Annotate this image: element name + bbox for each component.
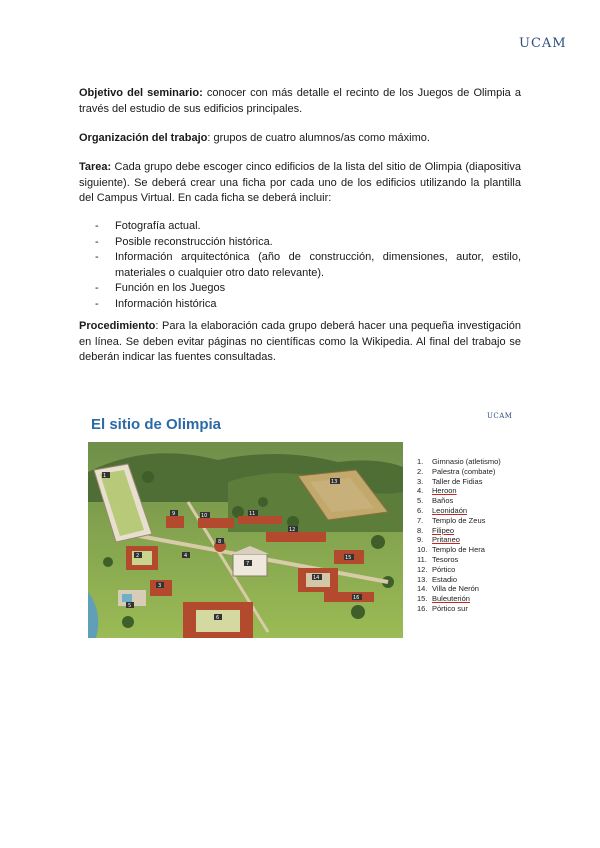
ucam-logo: UCAM xyxy=(519,36,567,51)
organizacion-label: Organización del trabajo xyxy=(79,132,208,144)
procedimiento-text: : Para la elaboración cada grupo deberá hacer una pequeña investigación en línea. Se deben evitar páginas no científicas como la Wikipedia. Al final del trabajo se deberán indicar las fuentes consultadas. xyxy=(79,320,521,363)
map-label-9: 9 xyxy=(172,511,176,517)
organizacion-paragraph xyxy=(79,131,521,147)
legend-item: 14. Villa de Nerón xyxy=(417,584,479,594)
slide-olimpia xyxy=(80,400,520,648)
map-label-7: 7 xyxy=(246,561,250,567)
map-label-11: 11 xyxy=(249,511,256,517)
map-label-2: 2 xyxy=(136,553,140,559)
legend-item: 11. Tesoros xyxy=(417,554,459,564)
legend-item: 7. Templo de Zeus xyxy=(417,515,486,525)
olimpia-site-illustration xyxy=(88,442,403,638)
map-label-3: 3 xyxy=(158,583,162,589)
map-label-8: 8 xyxy=(218,539,222,545)
list-item: - Posible reconstrucción histórica. xyxy=(95,235,521,251)
map-label-16: 16 xyxy=(353,595,360,601)
legend-item: 12. Pórtico xyxy=(417,564,456,574)
map-label-6: 6 xyxy=(216,615,220,621)
objetivo-label: Objetivo del seminario: xyxy=(79,87,203,99)
procedimiento-paragraph xyxy=(79,319,521,366)
map-label-4: 4 xyxy=(184,553,188,559)
tarea-list xyxy=(95,219,521,312)
tarea-label: Tarea: xyxy=(79,161,112,173)
slide-title: El sitio de Olimpia xyxy=(91,416,222,433)
organizacion-text: : grupos de cuatro alumnos/as como máximo. xyxy=(207,132,430,144)
legend-item: 13. Estadio xyxy=(417,574,458,584)
legend-item: 8. Filipeo xyxy=(417,525,455,535)
list-item: - Función en los Juegos xyxy=(95,281,521,297)
map-label-15: 15 xyxy=(345,555,352,561)
map-label-10: 10 xyxy=(201,513,208,519)
slide-logo: UCAM xyxy=(487,412,513,420)
map-label-1: 1 xyxy=(103,473,107,479)
legend-item: 6. Leonidaón xyxy=(417,505,468,515)
map-label-14: 14 xyxy=(313,575,320,581)
list-item: - Información arquitectónica (año de construcción, dimensiones, autor, estilo, materiales o cualquier otro dato relevante). xyxy=(95,250,521,281)
legend-item: 4. Heroon xyxy=(417,486,457,496)
map-label-13: 13 xyxy=(331,479,338,485)
objetivo-paragraph xyxy=(79,86,521,117)
tarea-text: Cada grupo debe escoger cinco edificios de la lista del sitio de Olimpia (diapositiva siguiente). Se deberá crear una ficha por cada uno de los edificios utilizando la plantilla del Campus Virtual. En cada ficha se deberá incluir: xyxy=(79,161,521,204)
procedimiento-label: Procedimiento xyxy=(79,320,156,332)
map-label-5: 5 xyxy=(128,603,132,609)
legend-item: 3. Taller de Fidias xyxy=(417,476,483,486)
legend-item: 16. Pórtico sur xyxy=(417,603,468,613)
legend-item: 5. Baños xyxy=(417,496,454,506)
legend-list xyxy=(417,457,501,614)
list-item: - Fotografía actual. xyxy=(95,219,521,235)
legend-item: 1. Gimnasio (atletismo) xyxy=(417,457,501,466)
legend-item: 15. Buleuterión xyxy=(417,594,470,604)
list-item: - Información histórica xyxy=(95,297,521,313)
map-label-12: 12 xyxy=(289,527,296,533)
legend-item: 10. Templo de Hera xyxy=(417,545,485,555)
legend-item: 2. Palestra (combate) xyxy=(417,466,496,476)
objetivo-text: conocer con más detalle el recinto de los Juegos de Olimpia a través del estudio de sus edificios principales. xyxy=(79,87,521,115)
legend-item: 9. Pritaneo xyxy=(417,535,460,545)
tarea-paragraph xyxy=(79,160,521,207)
